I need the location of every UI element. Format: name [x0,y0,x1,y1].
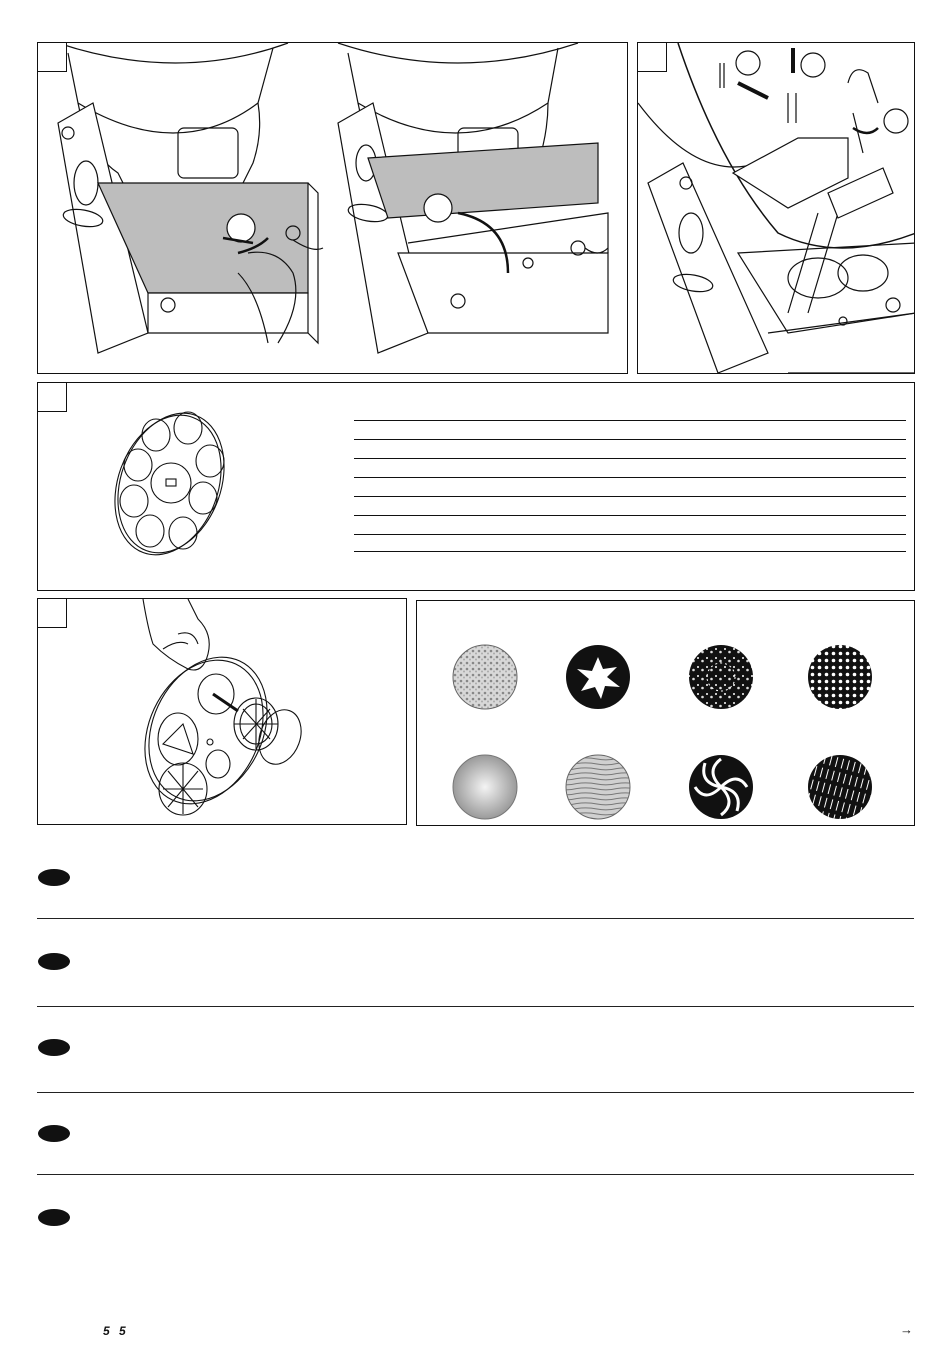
language-badge [38,953,70,970]
table-rule [354,420,906,421]
figure-number-tab [38,599,67,628]
gobo-wheel-illustration [38,383,258,591]
section-divider [37,1092,914,1093]
figure-gobo-patterns [416,600,915,826]
gobo-mottled [453,645,517,709]
table-rule [354,458,906,459]
table-rule [354,551,906,552]
arrow-right-icon: → [900,1322,913,1337]
figure-gobo-change [37,598,407,825]
gobo-streaks [808,755,872,819]
figure-fuse [637,42,915,374]
language-badge [38,1039,70,1056]
figure-gobo-wheel [37,382,915,591]
language-badge [38,1125,70,1142]
figure-number-tab [38,383,67,412]
figure-number-tab [638,43,667,72]
gobo-stars [689,645,753,709]
fuse-replacement-illustration [638,43,915,374]
language-badge [38,869,70,886]
page-number: 5 5 [103,1324,129,1338]
open-base-cover-illustration [38,43,628,374]
gobo-spiral [689,755,753,819]
gobo-patterns-illustration [417,601,915,826]
gobo-change-illustration [38,599,407,825]
gobo-wood-grain [566,755,630,819]
section-divider [37,1006,914,1007]
table-rule [354,515,906,516]
figure-number-tab [38,43,67,72]
table-rule [354,496,906,497]
gobo-dots [808,645,872,709]
section-divider [37,918,914,919]
language-badge [38,1209,70,1226]
figure-open-cover [37,42,628,374]
section-divider [37,1174,914,1175]
table-rule [354,534,906,535]
table-rule [354,477,906,478]
table-rule [354,439,906,440]
gobo-splash [566,645,630,709]
gobo-frost [453,755,517,819]
